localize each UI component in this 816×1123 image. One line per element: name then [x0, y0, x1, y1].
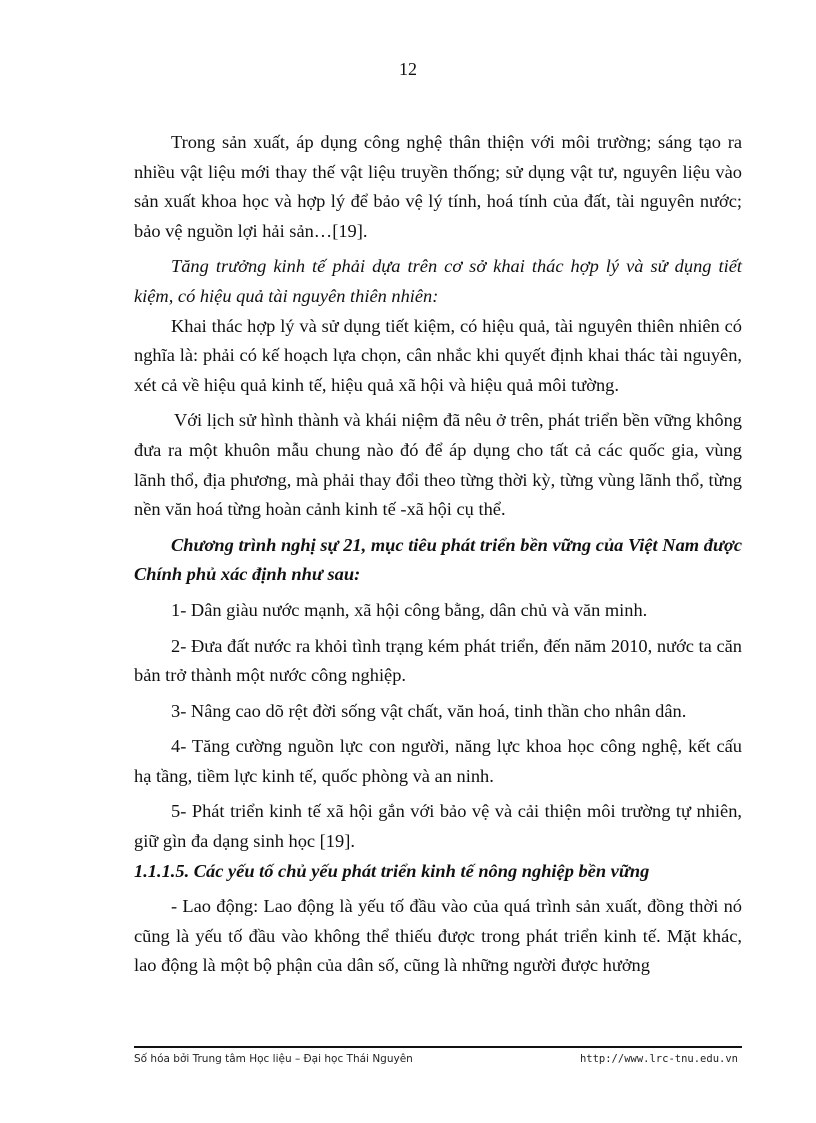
paragraph-sustainable-history: Với lịch sử hình thành và khái niệm đã nêu ở trên, phát triển bền vững không đưa ra một khuôn mẫu chung nào đó để áp dụng cho tất cả các quốc gia, vùng lãnh thổ, địa phương, mà phải thay đổi theo từng thời kỳ, từng vùng lãnh thổ, từng nền văn hoá từng hoàn cảnh kinh tế -xã hội cụ thể.	[134, 410, 742, 520]
paragraph-production-technology: Trong sản xuất, áp dụng công nghệ thân thiện với môi trường; sáng tạo ra nhiều vật liệu mới thay thế vật liệu truyền thống; sử dụng vật tư, nguyên liệu vào sản xuất khoa học và hợp lý để bảo vệ lý tính, hoá tính của đất, tài nguyên nước; bảo vệ nguồn lợi hải sản…[19].	[134, 132, 742, 241]
list-item-goal-4: 4- Tăng cường nguồn lực con người, năng lực khoa học công nghệ, kết cấu hạ tầng, tiềm lực kinh tế, quốc phòng và an ninh.	[134, 736, 742, 786]
section-heading-1-1-1-5: 1.1.1.5. Các yếu tố chủ yếu phát triển kinh tế nông nghiệp bền vững	[134, 860, 650, 881]
list-item-goal-1: 1- Dân giàu nước mạnh, xã hội công bằng, dân chủ và văn minh.	[171, 599, 648, 620]
page-footer	[134, 1052, 738, 1066]
list-item-goal-3: 3- Nâng cao dõ rệt đời sống vật chất, văn hoá, tinh thần cho nhân dân.	[171, 700, 687, 721]
footer-url-link[interactable]: http://www.lrc-tnu.edu.vn	[579, 1053, 738, 1065]
page-number: 12	[399, 59, 417, 79]
list-item-goal-2: 2- Đưa đất nước ra khỏi tình trạng kém phát triển, đến năm 2010, nước ta căn bản trở thành một nước công nghiệp.	[134, 635, 742, 686]
paragraph-agenda-21-heading: Chương trình nghị sự 21, mục tiêu phát triển bền vững của Việt Nam được Chính phủ xác định như sau:	[134, 534, 742, 585]
document-body	[134, 128, 742, 981]
paragraph-resource-exploitation: Khai thác hợp lý và sử dụng tiết kiệm, có hiệu quả, tài nguyên thiên nhiên có nghĩa là: phải có kế hoạch lựa chọn, cân nhắc khi quyết định khai thác tài nguyên, xét cả về hiệu quả kinh tế, hiệu quả xã hội và hiệu quả môi tường.	[134, 315, 742, 395]
paragraph-labor-factor: - Lao động: Lao động là yếu tố đầu vào của quá trình sản xuất, đồng thời nó cũng là yếu tố đầu vào không thể thiếu được trong phát triển kinh tế. Mặt khác, lao động là một bộ phận của dân số, cũng là những người được hưởng	[134, 896, 742, 976]
list-item-goal-5: 5- Phát triển kinh tế xã hội gắn với bảo vệ và cải thiện môi trường tự nhiên, giữ gìn đa dạng sinh học [19].	[134, 801, 742, 852]
footer-source-text: Số hóa bởi Trung tâm Học liệu – Đại học Thái Nguyên	[134, 1053, 413, 1065]
paragraph-italic-resource-growth: Tăng trưởng kinh tế phải dựa trên cơ sở khai thác hợp lý và sử dụng tiết kiệm, có hiệu quả tài nguyên thiên nhiên:	[134, 256, 742, 306]
footer-divider	[134, 1046, 742, 1048]
